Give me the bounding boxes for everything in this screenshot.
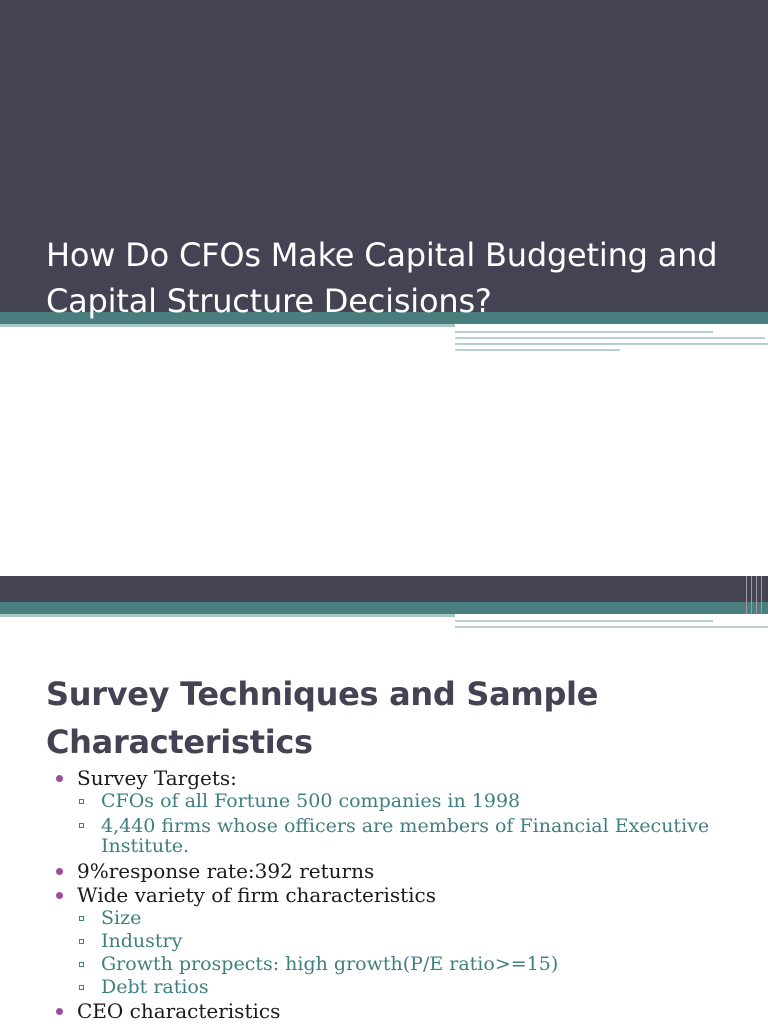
bullet-dot-icon [56,892,63,899]
bullet-dot-icon [56,775,63,782]
square-bullet-icon [79,939,84,944]
decorative-line [756,576,757,614]
accent-stripe [0,324,455,327]
sub-bullet-item [77,790,754,813]
bullet-item [54,999,754,1023]
bullet-text: CEO characteristics [77,999,281,1023]
header-band [0,576,768,602]
square-bullet-icon [79,916,84,921]
sub-bullet-text: Growth prospects: high growth(P/E ratio>=15) [101,953,559,975]
sub-bullet-item [77,976,754,999]
square-bullet-icon [79,962,84,967]
decorative-stripe [455,343,768,345]
sub-bullet-list [77,790,754,856]
sub-bullet-text: Size [101,907,142,929]
bullet-text: Survey Targets: [77,766,237,790]
decorative-line [751,576,752,614]
sub-bullet-item [77,816,754,856]
accent-band [0,602,768,614]
sub-bullet-item [77,953,754,976]
decorative-stripe [455,337,765,339]
bullet-item [54,883,754,999]
decorative-stripe [455,620,713,622]
bullet-item [54,859,754,883]
decorative-line [761,576,762,614]
bullet-text: Wide variety of firm characteristics [77,883,437,907]
square-bullet-icon [79,799,84,804]
sub-bullet-text: CFOs of all Fortune 500 companies in 1998 [101,790,521,812]
sub-bullet-list [77,907,754,999]
content-slide [0,576,768,1024]
bullet-item [54,766,754,856]
bullet-dot-icon [56,1008,63,1015]
slide-title: How Do CFOs Make Capital Budgeting and Capital Structure Decisions? [46,236,718,320]
square-bullet-icon [79,823,84,828]
decorative-stripe [455,349,620,351]
sub-bullet-item [77,930,754,953]
square-bullet-icon [79,985,84,990]
decorative-line [746,576,747,614]
sub-bullet-item [77,907,754,930]
decorative-stripe [455,626,768,628]
sub-bullet-text: 4,440 firms whose officers are members of Financial Executive Institute. [101,815,710,857]
sub-bullet-text: Industry [101,930,183,952]
bullet-dot-icon [56,868,63,875]
decorative-stripe [455,331,713,333]
bullet-list [54,766,754,1023]
accent-stripe [0,614,455,617]
bullet-text: 9%response rate:392 returns [77,859,375,883]
slide-title: Survey Techniques and Sample Characteristics [46,675,599,761]
sub-bullet-text: Debt ratios [101,976,209,998]
